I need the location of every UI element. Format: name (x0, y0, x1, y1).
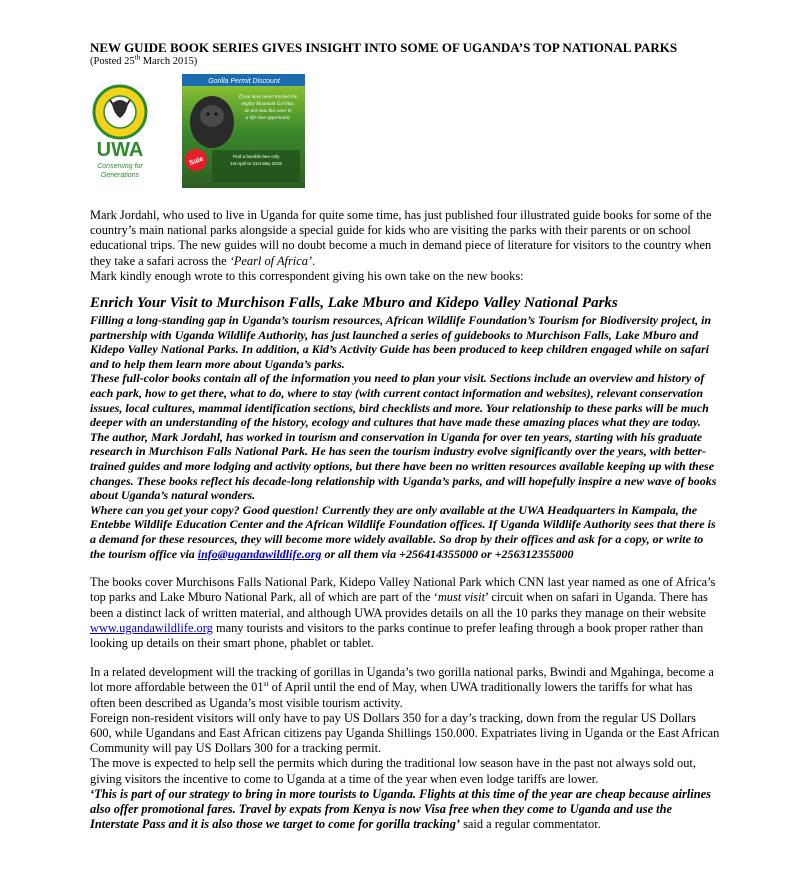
website-link[interactable]: www.ugandawildlife.org (90, 620, 213, 635)
header-images (90, 74, 720, 196)
svg-text:If you have never tracked the: If you have never tracked the (238, 95, 298, 100)
quoted-article (90, 294, 720, 561)
svg-text:1st April to 31st May 2015: 1st April to 31st May 2015 (230, 161, 282, 166)
uwa-tagline-2: Generations (100, 172, 140, 179)
intro-section (90, 208, 720, 284)
article-paragraph: Filling a long-standing gap in Uganda’s tourism resources, African Wildlife Foundation’s Tourism for Biodiversity project, in partnership with Uganda Wildlife Authority, has just launched a series of guidebooks to Murchison Falls, Lake Mburo and Kidepo Valley National Parks. In addition, a Kid’s Activity Guide has been produced to keep children engaged while on safari and to help them learn more about Uganda’s parks. (90, 313, 712, 371)
email-link[interactable]: info@ugandawildlife.org (197, 546, 322, 561)
gorilla-paragraph: The move is expected to help sell the permits which during the traditional low season have in the past not always sold out, giving visitors the incentive to come to Uganda at a time of the year when even lodge tariffs are lower. (90, 756, 696, 786)
uwa-logo (90, 84, 150, 204)
article-paragraph: The author, Mark Jordahl, has worked in tourism and conservation in Uganda for over ten years, starting with his graduate research in Murchison Falls National Park. He has seen the tourism industry evolve significantly over the years, with better-trained guides and more lodging and activity options, but there have been no written resources available keeping up with these changes. These books reflect his decade-long relationship with Uganda’s parks, and will hopefully inspire a new wave of books about Uganda’s natural wonders. (90, 429, 717, 503)
posted-date: (Posted 25th March 2015) (90, 53, 198, 67)
books-paragraph: The books cover Murchisons Falls National Park, Kidepo Valley National Park which CNN last year named as one of Africa’s top parks and Lake Mburo National Park, all of which are part of the ‘must visit’ circuit when on safari in Uganda. There has been a distinct lack of written material, and although UWA provides details on all the 10 parks they manage on their website www.ugandawildlife.org many tourists and visitors to the parks continue to prefer leafing through a book proper rather than looking up details on their smart phone, phablet or tablet. (90, 575, 716, 650)
svg-text:do not miss this once in: do not miss this once in (244, 109, 292, 114)
svg-text:mighty Mountain Gorillas,: mighty Mountain Gorillas, (241, 102, 295, 107)
promo-title: Gorilla Permit Discount (208, 78, 280, 85)
svg-text:a life time opportunity: a life time opportunity (245, 116, 291, 121)
uwa-logo-text: UWA (96, 139, 144, 161)
headline: NEW GUIDE BOOK SERIES GIVES INSIGHT INTO SOME OF UGANDA’S TOP NATIONAL PARKS (90, 40, 678, 55)
intro-paragraph: Mark Jordahl, who used to live in Uganda for quite some time, has just published four illustrated guide books for some of the country’s main national parks alongside a special guide for kids who are visiting the parks with their parents or on school educational trips. The new guides will no doubt become a much in demand piece of literature for visitors to the country when they take a safari across the ‘Pearl of Africa’. (90, 208, 712, 268)
article-paragraph: Where can you get your copy? Good question! Currently they are only available at the UWA Headquarters in Kampala, the Entebbe Wildlife Education Center and the African Wildlife Foundation offices. If Uganda Wildlife Authority sees that there is a demand for these resources, they will become more widely available. So drop by their offices and ask for a copy, or write to the tourism office via info@ugandawildlife.org or all them via +256414355000 or +256312355000 (90, 502, 716, 561)
svg-text:Sale: Sale (188, 155, 205, 168)
gorilla-section (90, 665, 720, 832)
gorilla-paragraph: Foreign non-resident visitors will only have to pay US Dollars 350 for a day’s tracking, down from the regular US Dollars 600, while Ugandans and East African citizens pay Uganda Shillings 150.000. Expatriates living in Uganda or the East African Community will pay US Dollars 300 for a tracking permit. (90, 710, 720, 756)
gorilla-permit-promo-image (182, 74, 305, 188)
document-page (90, 40, 720, 832)
gorilla-quote-paragraph: ‘This is part of our strategy to bring in more tourists to Uganda. Flights at this time of the year are cheap because airlines also offer promotional fares. Travel by expats from Kenya is now Visa free when they come to Uganda and use the Interstate Pass and it is also those we target to come for gorilla tracking’ said a regular commentator. (90, 786, 711, 832)
books-section (90, 575, 720, 651)
article-title: Enrich Your Visit to Murchison Falls, Lake Mburo and Kidepo Valley National Parks (90, 295, 618, 312)
article-paragraph: These full-color books contain all of the information you need to plan your visit. Sections include an overview and history of each park, how to get there, what to do, where to stay (with current contact information and websites), relevant conservation issues, local cultures, mammal identification sections, bird checklists and more. Your relationship to these parks will be much deeper with an understanding of the history, ecology and cultures that have made these amazing places what they are today. (90, 371, 709, 430)
svg-text:Find a bumble bee only: Find a bumble bee only (232, 154, 280, 159)
uwa-tagline-1: Conserving for (97, 163, 143, 170)
gorilla-paragraph: In a related development will the tracking of gorillas in Uganda’s two gorilla national parks, Bwindi and Mgahinga, become a lot more affordable between the 01st of April until the end of May, when UWA traditionally lowers the tariffs for what has often been described as Uganda’s most visible tourism activity. (90, 665, 714, 710)
intro-paragraph-2: Mark kindly enough wrote to this correspondent giving his own take on the new books: (90, 268, 524, 283)
